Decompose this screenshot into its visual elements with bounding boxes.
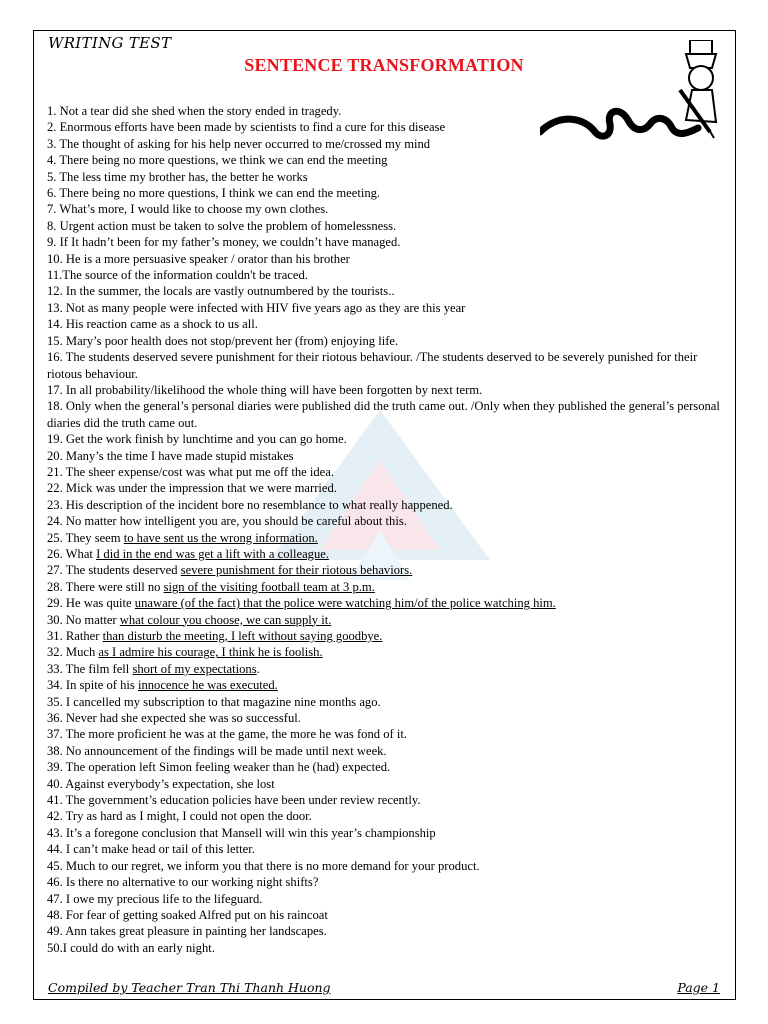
sentence-text: 45. Much to our regret, we inform you that there is no more demand for your product. bbox=[47, 858, 480, 873]
sentence-text: 24. No matter how intelligent you are, you should be careful about this. bbox=[47, 514, 407, 529]
sentence-item bbox=[47, 792, 727, 808]
sentence-item bbox=[47, 283, 727, 299]
sentence-text: 38. No announcement of the findings will be made until next week. bbox=[47, 743, 387, 758]
sentence-text: 23. His description of the incident bore no resemblance to what really happened. bbox=[47, 497, 453, 512]
sentence-item bbox=[47, 136, 727, 152]
sentence-item bbox=[47, 743, 727, 759]
sentence-item bbox=[47, 726, 727, 742]
sentence-text: 18. Only when the general’s personal diaries were published did the truth came out. /Only when they published the general’s personal diaries did the truth came out. bbox=[47, 399, 720, 430]
sentence-text: 19. Get the work finish by lunchtime and you can go home. bbox=[47, 432, 347, 447]
page-title: SENTENCE TRANSFORMATION bbox=[244, 55, 524, 75]
sentence-text: 47. I owe my precious life to the lifeguard. bbox=[47, 891, 263, 906]
sentence-text: 16. The students deserved severe punishment for their riotous behaviour. /The students deserved to be severely punished for their riotous behaviour. bbox=[47, 350, 698, 381]
sentence-item bbox=[47, 841, 727, 857]
sentence-text: 34. In spite of his bbox=[47, 678, 138, 693]
sentence-item bbox=[47, 398, 727, 431]
sentence-item bbox=[47, 152, 727, 168]
sentence-underlined-text: to have sent us the wrong information. bbox=[123, 530, 318, 545]
sentence-text: 31. Rather bbox=[47, 629, 103, 643]
sentence-item bbox=[47, 628, 727, 644]
sentence-text: 36. Never had she expected she was so successful. bbox=[47, 711, 301, 726]
sentence-item bbox=[47, 825, 727, 841]
sentence-item bbox=[47, 546, 727, 562]
sentence-item bbox=[47, 644, 727, 660]
sentence-text: 39. The operation left Simon feeling weaker than he (had) expected. bbox=[47, 760, 391, 775]
sentence-item bbox=[47, 874, 727, 890]
sentence-underlined-text: I did in the end was get a lift with a colleague. bbox=[96, 546, 330, 561]
sentence-item bbox=[47, 316, 727, 332]
sentence-underlined-text: severe punishment for their riotous behaviors. bbox=[180, 563, 413, 578]
sentence-text: 6. There being no more questions, I think we can end the meeting. bbox=[47, 186, 381, 201]
sentence-text: 10. He is a more persuasive speaker / orator than his brother bbox=[47, 251, 350, 266]
sentence-text: 11.The source of the information couldn't be traced. bbox=[47, 268, 308, 283]
sentence-item bbox=[47, 448, 727, 464]
sentence-item bbox=[47, 480, 727, 496]
sentence-text: 14. His reaction came as a shock to us all. bbox=[47, 317, 258, 332]
sentence-item bbox=[47, 119, 727, 135]
sentence-item bbox=[47, 776, 727, 792]
sentence-item bbox=[47, 185, 727, 201]
sentence-item bbox=[47, 858, 727, 874]
sentence-text: 50.I could do with an early night. bbox=[47, 940, 215, 955]
footer-page-number: Page 1 bbox=[677, 980, 720, 995]
footer-compiled-by: Compiled by Teacher Tran Thi Thanh Huong bbox=[48, 980, 331, 995]
sentence-item bbox=[47, 234, 727, 250]
sentence-item bbox=[47, 251, 727, 267]
sentence-item bbox=[47, 891, 727, 907]
sentence-item bbox=[47, 710, 727, 726]
sentence-text: 4. There being no more questions, we think we can end the meeting bbox=[47, 153, 388, 168]
sentence-text: 26. What bbox=[47, 546, 97, 561]
sentence-item bbox=[47, 103, 727, 119]
sentence-text: 20. Many’s the time I have made stupid mistakes bbox=[47, 448, 294, 463]
sentence-item bbox=[47, 300, 727, 316]
sentence-text: 32. Much bbox=[47, 645, 99, 660]
sentence-item bbox=[47, 349, 727, 382]
sentence-item bbox=[47, 759, 727, 775]
sentence-text: 28. There were still no bbox=[47, 579, 164, 594]
sentence-text: . bbox=[256, 661, 260, 676]
sentence-item bbox=[47, 218, 727, 234]
sentence-item bbox=[47, 661, 727, 677]
sentence-item bbox=[47, 382, 727, 398]
sentence-item bbox=[47, 595, 727, 611]
sentence-text: 44. I can’t make head or tail of this letter. bbox=[47, 842, 255, 857]
sentence-item bbox=[47, 267, 727, 283]
sentence-item bbox=[47, 907, 727, 923]
sentence-text: 43. It’s a foregone conclusion that Mansell will win this year’s championship bbox=[47, 825, 436, 840]
sentence-text: 37. The more proficient he was at the game, the more he was fond of it. bbox=[47, 727, 407, 742]
sentence-text: 46. Is there no alternative to our working night shifts? bbox=[47, 875, 319, 890]
sentence-text: 9. If It hadn’t been for my father’s money, we couldn’t have managed. bbox=[47, 235, 401, 250]
sentence-text: 33. The film fell bbox=[47, 661, 133, 676]
sentence-item bbox=[47, 808, 727, 824]
sentence-text: 49. Ann takes great pleasure in painting her landscapes. bbox=[47, 924, 327, 939]
sentence-item bbox=[47, 513, 727, 529]
sentence-text: 48. For fear of getting soaked Alfred put on his raincoat bbox=[47, 907, 328, 922]
sentence-text: 30. No matter bbox=[47, 612, 120, 627]
sentence-text: 3. The thought of asking for his help never occurred to me/crossed my mind bbox=[47, 136, 431, 151]
sentence-item bbox=[47, 464, 727, 480]
sentence-underlined-text: what colour you choose, we can supply it. bbox=[119, 612, 332, 627]
sentence-item bbox=[47, 333, 727, 349]
sentence-text: 27. The students deserved bbox=[47, 563, 181, 578]
sentence-text: 25. They seem bbox=[47, 530, 124, 545]
sentence-item bbox=[47, 694, 727, 710]
sentence-underlined-text: as I admire his courage, I think he is foolish. bbox=[98, 645, 323, 660]
sentence-text: 1. Not a tear did she shed when the story ended in tragedy. bbox=[47, 104, 342, 118]
sentence-text: 29. He was quite bbox=[47, 596, 135, 611]
sentence-text: 15. Mary’s poor health does not stop/prevent her (from) enjoying life. bbox=[47, 333, 399, 348]
sentence-text: 40. Against everybody’s expectation, she lost bbox=[47, 776, 275, 791]
sentence-underlined-text: short of my expectations bbox=[132, 661, 257, 676]
sentence-underlined-text: innocence he was executed. bbox=[137, 678, 278, 693]
sentence-text: 21. The sheer expense/cost was what put me off the idea. bbox=[47, 464, 335, 479]
sentence-text: 8. Urgent action must be taken to solve the problem of homelessness. bbox=[47, 218, 397, 233]
sentence-list bbox=[47, 103, 727, 956]
sentence-text: 7. What’s more, I would like to choose my own clothes. bbox=[47, 202, 329, 217]
sentence-text: 42. Try as hard as I might, I could not open the door. bbox=[47, 809, 312, 824]
sentence-item bbox=[47, 579, 727, 595]
sentence-text: 12. In the summer, the locals are vastly outnumbered by the tourists.. bbox=[47, 284, 395, 299]
sentence-item bbox=[47, 530, 727, 546]
sentence-item bbox=[47, 612, 727, 628]
sentence-underlined-text: sign of the visiting football team at 3 p.m. bbox=[163, 579, 375, 594]
sentence-text: 13. Not as many people were infected with HIV five years ago as they are this year bbox=[47, 300, 466, 315]
sentence-item bbox=[47, 431, 727, 447]
sentence-item bbox=[47, 677, 727, 693]
sentence-text: 22. Mick was under the impression that we were married. bbox=[47, 481, 337, 496]
sentence-item bbox=[47, 562, 727, 578]
sentence-item bbox=[47, 201, 727, 217]
sentence-text: 2. Enormous efforts have been made by scientists to find a cure for this disease bbox=[47, 120, 446, 135]
sentence-item bbox=[47, 940, 727, 956]
sentence-text: 41. The government’s education policies have been under review recently. bbox=[47, 793, 421, 808]
sentence-underlined-text: unaware (of the fact) that the police were watching him/of the police watching him. bbox=[134, 596, 556, 611]
header-title: WRITING TEST bbox=[48, 34, 172, 52]
sentence-item bbox=[47, 497, 727, 513]
sentence-text: 5. The less time my brother has, the better he works bbox=[47, 169, 308, 184]
sentence-text: 17. In all probability/likelihood the whole thing will have been forgotten by next term. bbox=[47, 382, 483, 397]
sentence-text: 35. I cancelled my subscription to that magazine nine months ago. bbox=[47, 694, 381, 709]
sentence-item bbox=[47, 923, 727, 939]
sentence-underlined-text: than disturb the meeting, I left without saying goodbye. bbox=[102, 629, 383, 643]
sentence-item bbox=[47, 169, 727, 185]
